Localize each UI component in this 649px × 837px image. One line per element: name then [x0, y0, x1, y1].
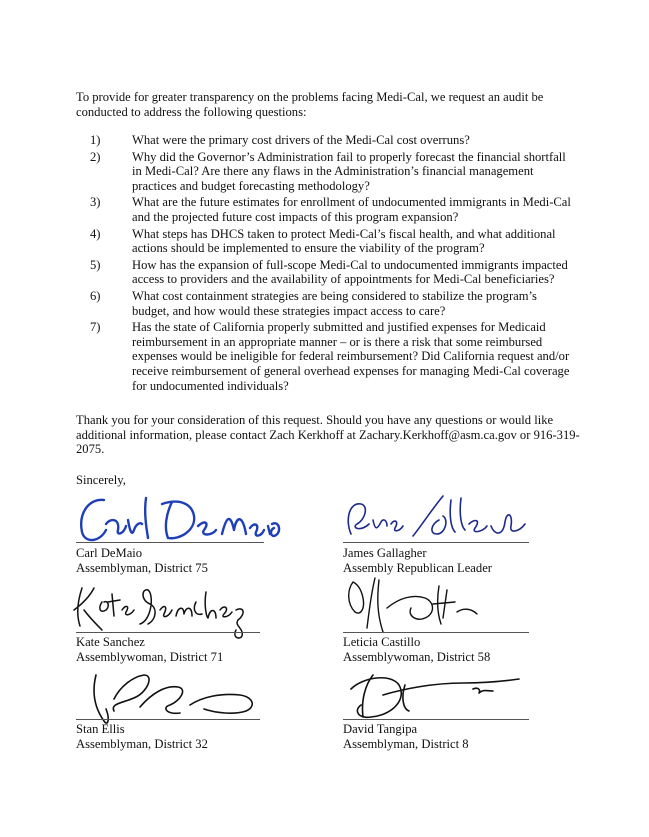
question-text: What are the future estimates for enrollment of undocumented immigrants in Medi-Cal and the projected future cost impacts of this program expansion?	[132, 195, 571, 224]
signature-tangipa	[343, 665, 533, 727]
signature-sanchez	[68, 580, 268, 640]
question-text: What cost containment strategies are being considered to stabilize the program’s budget, and how would these strategies impact access to care?	[132, 288, 537, 318]
signature-gallagher	[343, 490, 533, 550]
signatory-name: Leticia Castillo	[343, 635, 421, 649]
question-text: What were the primary cost drivers of the Medi-Cal cost overruns?	[132, 133, 470, 147]
signatory-name: Stan Ellis	[76, 722, 125, 736]
question-item	[76, 227, 576, 256]
signature-line	[76, 719, 260, 720]
signatory-title: Assemblyman, District 8	[343, 737, 469, 751]
question-number: 2)	[90, 149, 101, 164]
signatory-title: Assembly Republican Leader	[343, 561, 492, 575]
signatory-title: Assemblywoman, District 58	[343, 650, 491, 664]
intro-paragraph: To provide for greater transparency on the problems facing Medi-Cal, we request an audit be conducted to address the following questions:	[76, 90, 544, 119]
signatory-title: Assemblyman, District 32	[76, 737, 208, 751]
question-number: 3)	[90, 195, 101, 210]
question-text: Has the state of California properly submitted and justified expenses for Medicaid reimbursement in an appropriate manner – or is there a risk that some reimbursed expenses would be ineligible for federal reimbursement? Did California request and/or receive reimbursement of general overhead expenses for managing Medi-Cal coverage for undocumented individuals?	[132, 320, 570, 393]
signature-demaio	[76, 490, 276, 550]
signature-line	[343, 632, 529, 633]
signatory-name: David Tangipa	[343, 722, 418, 736]
question-item	[76, 289, 576, 318]
question-item	[76, 320, 576, 393]
question-number: 4)	[90, 226, 101, 241]
closing-paragraph: Thank you for your consideration of this request. Should you have any questions or would like additional information, please contact Zach Kerkhoff at Zachary.Kerkhoff@asm.ca.gov or 916-319-2075.	[76, 413, 580, 457]
signatory-title: Assemblywoman, District 71	[76, 650, 224, 664]
signatory-title: Assemblyman, District 75	[76, 561, 208, 575]
question-text: What steps has DHCS taken to protect Medi-Cal’s fiscal health, and what additional actions should be implemented to ensure the viability of the program?	[132, 226, 556, 256]
signature-line	[76, 632, 260, 633]
question-item	[76, 150, 576, 194]
signatory-name: Kate Sanchez	[76, 635, 145, 649]
question-item	[76, 195, 576, 224]
signatory-name: Carl DeMaio	[76, 546, 143, 560]
question-text: Why did the Governor’s Administration fail to properly forecast the financial shortfall in Medi-Cal? Are there any flaws in the Administration’s financial management practices and budget forecasting methodology?	[132, 149, 566, 193]
question-item	[76, 258, 576, 287]
question-item	[76, 133, 576, 148]
question-text: How has the expansion of full-scope Medi-Cal to undocumented immigrants impacted access to providers and the availability of appointments for Medi-Cal beneficiaries?	[132, 257, 568, 287]
signature-line	[76, 542, 264, 543]
signatory-name: James Gallagher	[343, 546, 427, 560]
signature-line	[343, 719, 529, 720]
question-number: 7)	[90, 320, 101, 335]
question-number: 6)	[90, 288, 101, 303]
question-number: 5)	[90, 257, 101, 272]
sincerely-line: Sincerely,	[76, 473, 126, 487]
signature-line	[343, 542, 529, 543]
question-number: 1)	[90, 133, 101, 147]
question-list	[76, 133, 576, 395]
signature-castillo	[343, 568, 493, 640]
